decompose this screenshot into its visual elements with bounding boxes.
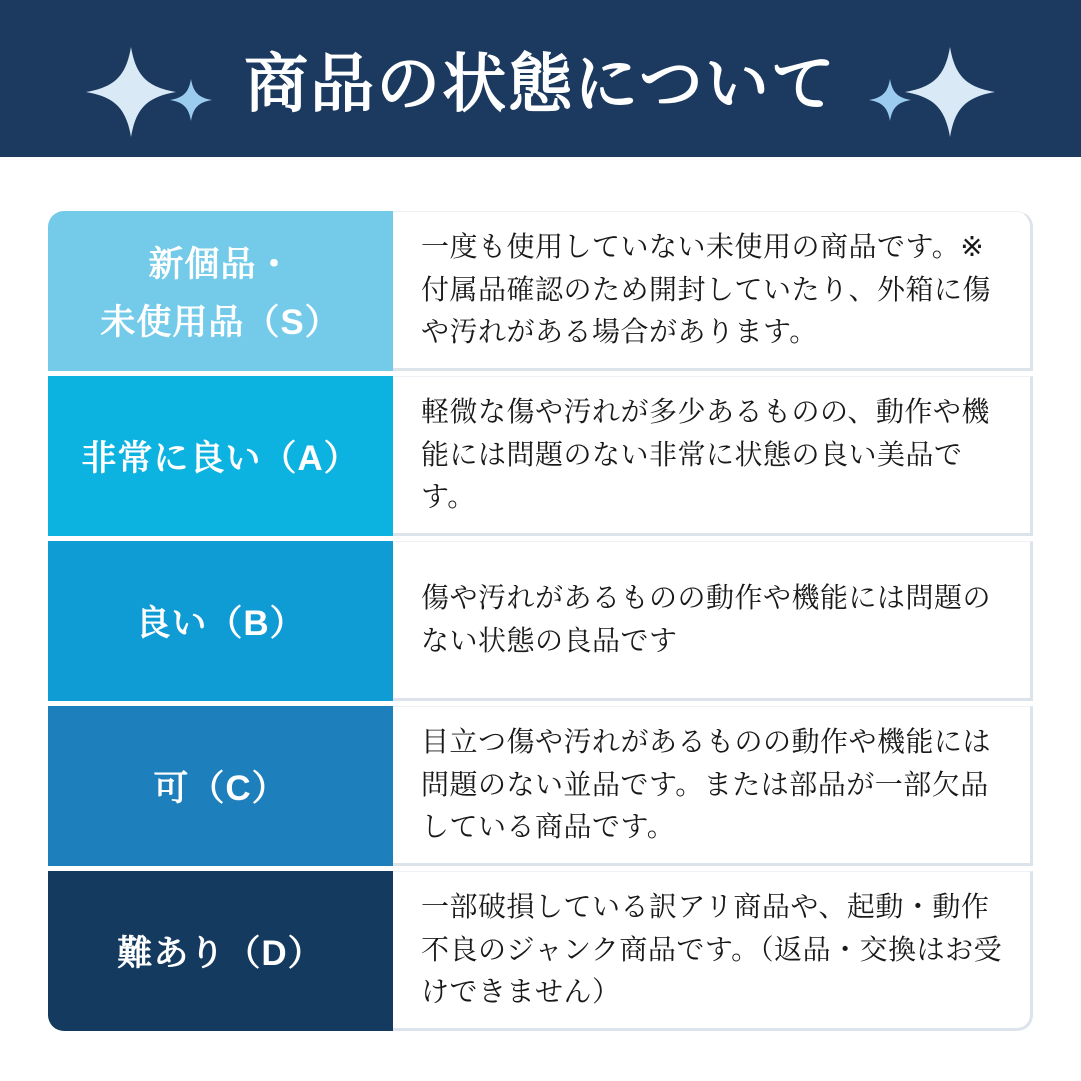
sparkle-icon-small-left xyxy=(170,79,212,121)
grade-cell-c xyxy=(48,706,393,866)
description-cell-a xyxy=(393,376,1033,536)
table-row-grade-c xyxy=(48,706,1033,866)
condition-table xyxy=(48,211,1033,1031)
description-cell-b xyxy=(393,541,1033,701)
description-text: 目立つ傷や汚れがあるものの動作や機能には問題のない並品です。または部品が一部欠品している商品です。 xyxy=(421,726,992,843)
table-row-grade-d xyxy=(48,871,1033,1031)
sparkle-cluster-right xyxy=(869,21,995,137)
sparkle-icon-large-right xyxy=(905,47,995,137)
table-row-grade-s xyxy=(48,211,1033,371)
grade-label-line: 新個品・ xyxy=(148,245,293,284)
grade-label-line: 未使用品（S） xyxy=(100,303,341,342)
grade-label-line: 良い（B） xyxy=(135,604,306,643)
grade-cell-s xyxy=(48,211,393,371)
description-text: 一部破損している訳アリ商品や、起動・動作不良のジャンク商品です。（返品・交換はお受けできません） xyxy=(421,891,1003,1008)
grade-label-line: 可（C） xyxy=(153,769,288,808)
description-cell-s xyxy=(393,211,1033,371)
header-banner xyxy=(0,0,1081,157)
grade-cell-b xyxy=(48,541,393,701)
table-row-grade-a xyxy=(48,376,1033,536)
sparkle-cluster-left xyxy=(86,21,212,137)
description-cell-c xyxy=(393,706,1033,866)
description-cell-d xyxy=(393,871,1033,1031)
grade-cell-d xyxy=(48,871,393,1031)
description-text: 傷や汚れがあるものの動作や機能には問題のない状態の良品です xyxy=(421,582,992,656)
sparkle-icon-large-left xyxy=(86,47,176,137)
description-text: 軽微な傷や汚れが多少あるものの、動作や機能には問題のない非常に状態の良い美品です。 xyxy=(421,396,990,513)
grade-label-line: 難あり（D） xyxy=(117,934,324,973)
table-row-grade-b xyxy=(48,541,1033,701)
grade-cell-a xyxy=(48,376,393,536)
description-text: 一度も使用していない未使用の商品です。※付属品確認のため開封していたり、外箱に傷や汚れがある場合があります。 xyxy=(421,231,992,348)
page-title: 商品の状態について xyxy=(244,47,837,120)
grade-label-line: 非常に良い（A） xyxy=(81,439,360,478)
